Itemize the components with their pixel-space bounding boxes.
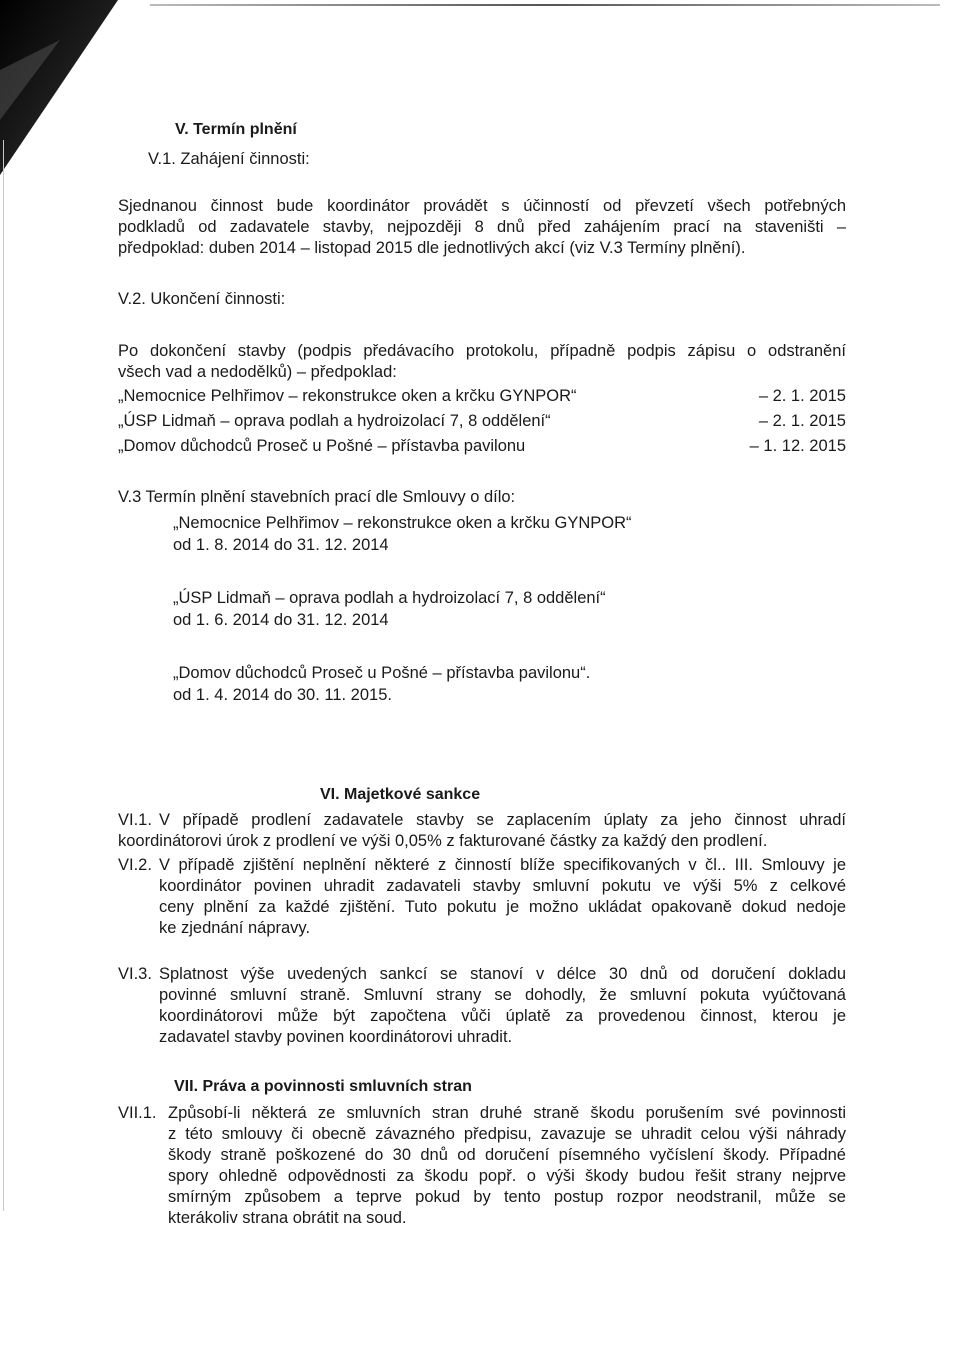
- term-period: od 1. 8. 2014 do 31. 12. 2014: [173, 536, 389, 554]
- term-period: od 1. 6. 2014 do 31. 12. 2014: [173, 611, 389, 629]
- section-v2-heading: V.2. Ukončení činnosti:: [118, 290, 286, 308]
- clause-line: z této smlouvy či obecně závazného předpisu, zavazuje se uhradit celou výši náhrady: [168, 1125, 846, 1143]
- section-vi-heading: VI. Majetkové sankce: [320, 786, 481, 803]
- clause-number: VII.1.: [118, 1104, 157, 1122]
- clause-line: ke zjednání nápravy.: [159, 919, 311, 937]
- scan-corner-shadow: [0, 0, 200, 200]
- section-v-heading: V. Termín plnění: [175, 121, 297, 138]
- clause-line: ceny plnění za každé zjištění. Tuto pokutu je možno ukládat opakovaně dokud nedoje: [159, 898, 846, 916]
- term-block: [173, 662, 590, 706]
- clause-line: škody straně poškozené do 30 dnů od doručení písemného vyčíslení škody. Případné: [168, 1146, 846, 1164]
- clause-line: kterákoliv strana obrátit na soud.: [168, 1209, 407, 1227]
- clause-line: Splatnost výše uvedených sankcí se stanoví v délce 30 dnů od doručení dokladu: [159, 965, 846, 983]
- term-project-name: „ÚSP Lidmaň – oprava podlah a hydroizolací 7, 8 oddělení“: [173, 589, 606, 607]
- scan-top-edge: [150, 4, 940, 6]
- completion-date: – 1. 12. 2015: [749, 437, 846, 455]
- paragraph-line: podkladů od zadavatele stavby, nejpozději 8 dnů před zahájením prací na staveništi –: [118, 218, 846, 236]
- clause-line: smírným způsobem a teprve pokud by tento postup rozpor neodstranil, může se: [168, 1188, 846, 1206]
- section-v3-heading: V.3 Termín plnění stavebních prací dle Smlouvy o dílo:: [118, 488, 516, 506]
- clause-line: koordinátorovi může být započtena vůči úplatě za provedenou činnost, kterou je: [159, 1007, 846, 1025]
- paragraph-line: Sjednanou činnost bude koordinátor provádět s účinností od převzetí všech potřebných: [118, 197, 846, 215]
- clause-line: koordinátorovi úrok z prodlení ve výši 0,05% z fakturované částky za každý den prodlení.: [118, 832, 768, 850]
- term-block: [173, 587, 606, 631]
- term-project-name: „Nemocnice Pelhřimov – rekonstrukce oken a krčku GYNPOR“: [173, 514, 632, 532]
- project-name: „Nemocnice Pelhřimov – rekonstrukce oken a krčku GYNPOR“: [118, 387, 577, 405]
- completion-date: – 2. 1. 2015: [758, 412, 846, 430]
- clause-number: VI.2.: [118, 856, 152, 874]
- project-name: „ÚSP Lidmaň – oprava podlah a hydroizolací 7, 8 oddělení“: [118, 412, 551, 430]
- completion-list-item: [118, 412, 846, 434]
- completion-date: – 2. 1. 2015: [758, 387, 846, 405]
- term-project-name: „Domov důchodců Proseč u Pošné – přístavba pavilonu“.: [173, 664, 591, 682]
- paragraph-line: předpoklad: duben 2014 – listopad 2015 dle jednotlivých akcí (viz V.3 Termíny plnění).: [118, 239, 746, 257]
- paragraph-line: Po dokončení stavby (podpis předávacího protokolu, případně podpis zápisu o odstranění: [118, 342, 846, 360]
- clause-line: V případě prodlení zadavatele stavby se zaplacením úplaty za jeho činnost uhradí: [159, 811, 846, 829]
- clause-number: VI.1.: [118, 811, 152, 829]
- term-block: [173, 512, 632, 556]
- section-v1-heading: V.1. Zahájení činnosti:: [148, 150, 310, 168]
- clause-line: spory ohledně odpovědnosti za škodu popř. o výši škody budou řešit strany nejprve: [168, 1167, 846, 1185]
- clause-line: V případě zjištění neplnění některé z činností blíže specifikovaných v čl.. III. Smlouvy je: [159, 856, 846, 874]
- paragraph-line: všech vad a nedodělků) – předpoklad:: [118, 363, 397, 381]
- completion-list-item: [118, 387, 846, 409]
- clause-line: povinné smluvní straně. Smluvní strany se dohodly, že smluvní pokuta vyúčtovaná: [159, 986, 846, 1004]
- clause-line: zadavatel stavby povinen koordinátorovi uhradit.: [159, 1028, 513, 1046]
- completion-list-item: [118, 437, 846, 459]
- clause-number: VI.3.: [118, 965, 152, 983]
- clause-line: koordinátor povinen uhradit zadavateli stavby smluvní pokutu ve výši 5% z celkové: [159, 877, 846, 895]
- project-name: „Domov důchodců Proseč u Pošné – přístavba pavilonu: [118, 437, 526, 455]
- clause-line: Způsobí-li některá ze smluvních stran druhé straně škodu porušením své povinnosti: [168, 1104, 846, 1122]
- scan-left-edge: [3, 140, 4, 1211]
- section-vii-heading: VII. Práva a povinnosti smluvních stran: [174, 1078, 472, 1095]
- term-period: od 1. 4. 2014 do 30. 11. 2015.: [173, 686, 392, 704]
